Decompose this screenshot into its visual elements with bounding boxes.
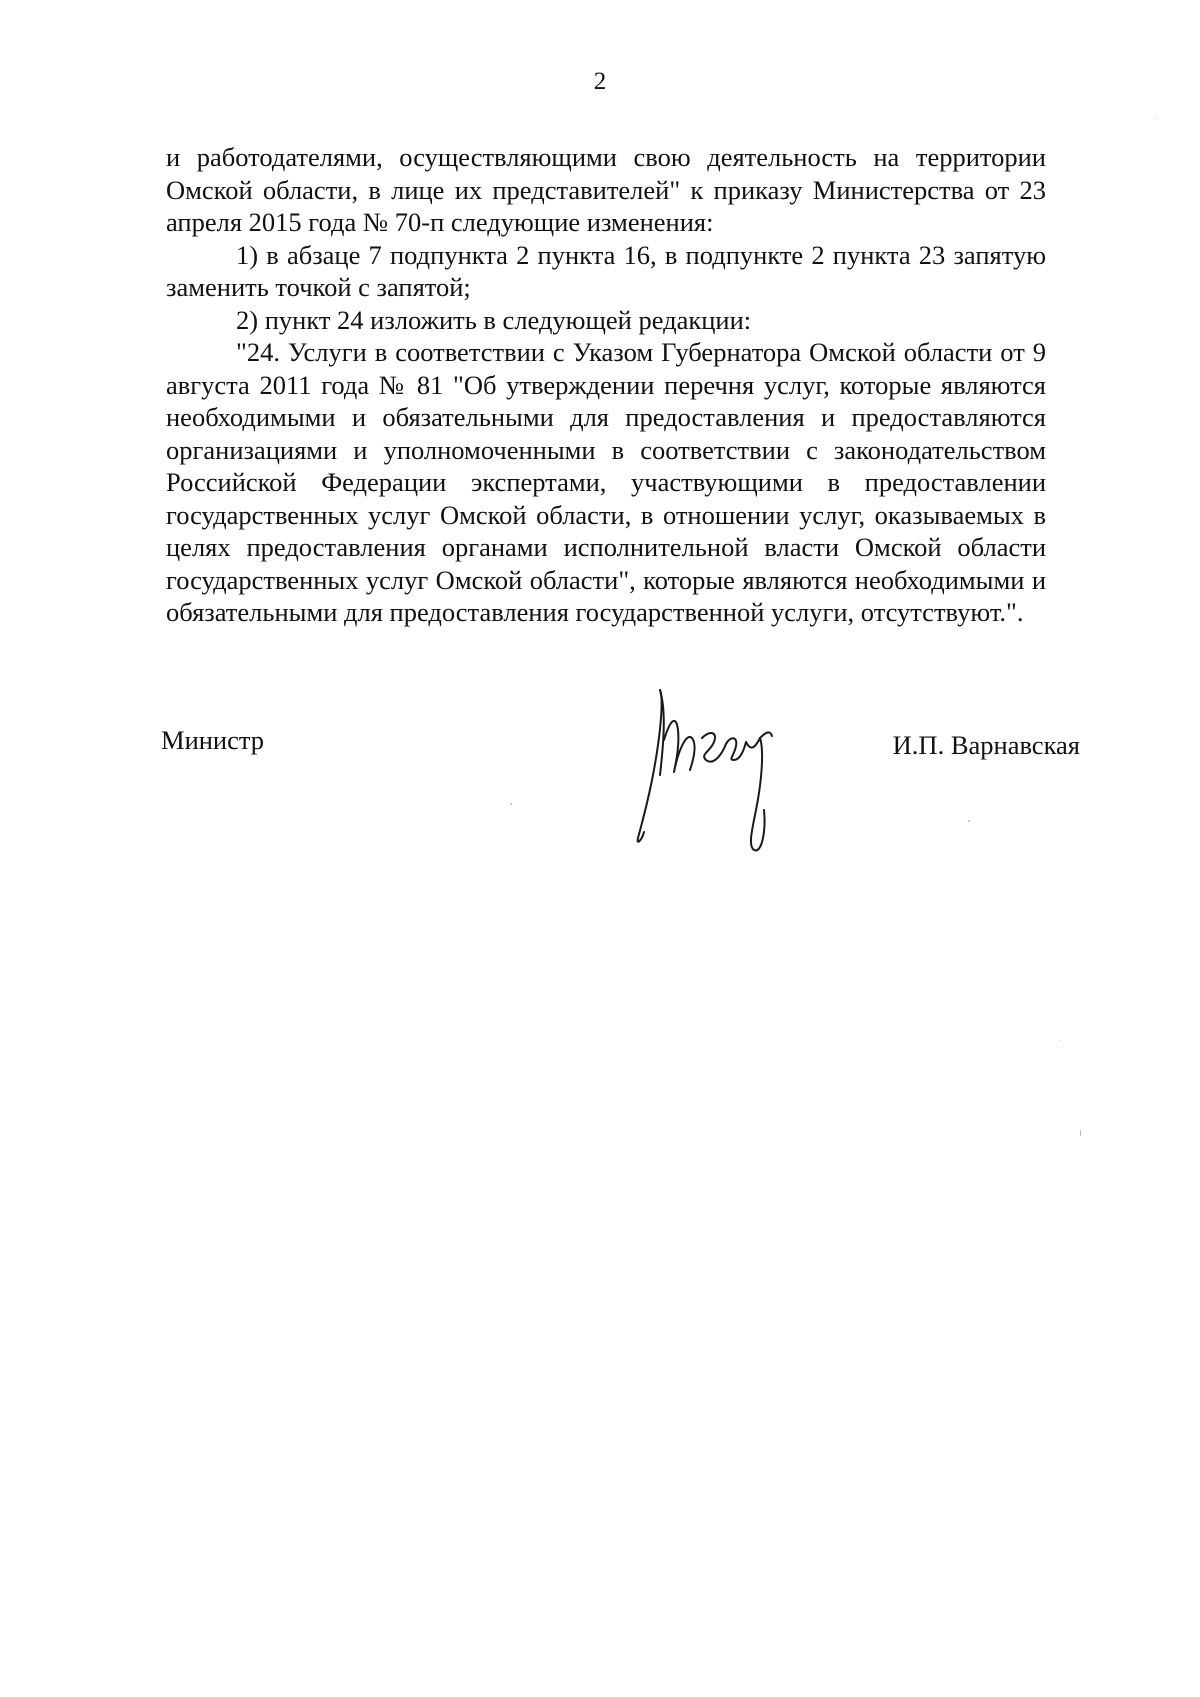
paragraph-item-1: 1) в абзаце 7 подпункта 2 пункта 16, в подпункте 2 пункта 23 запятую заменить точкой с запятой; <box>166 239 1046 302</box>
paragraph-item-24-text: "24. Услуги в соответствии с Указом Губернатора Омской области от 9 августа 2011 года № 81 "Об утверждении перечня услуг, которые являются необходимыми и обязательными для предоставления и предоставляются организациями и уполномоченными в соответствии с законодательством Российской Федерации экспертами, участвующими в предоставлении государственных услуг Омской области, в отношении услуг, оказываемых в целях предоставления органами исполнительной власти Омской области государственных услуг Омской области", которые являются необходимыми и обязательными для предоставления государственной услуги, отсутствуют.". <box>166 337 1046 627</box>
scan-speck <box>968 820 970 822</box>
scan-speck <box>510 803 512 805</box>
signatory-position: Министр <box>161 725 265 755</box>
signature-icon <box>630 680 810 870</box>
page-number: 2 <box>593 68 607 95</box>
paragraph-item-2: 2) пункт 24 изложить в следующей редакции: <box>236 304 752 335</box>
paragraph-continuation: и работодателями, осуществляющими свою деятельность на территории Омской области, в лице их представителей" к приказу Министерства от 23 апреля 2015 года № 70-п следующие изменения: <box>166 142 1046 237</box>
document-body <box>166 141 1046 629</box>
signature-block <box>0 725 1200 855</box>
scan-speck <box>1155 118 1156 119</box>
signatory-name: И.П. Варнавская <box>892 730 1080 760</box>
scan-speck <box>1080 1130 1081 1136</box>
scan-speck <box>1060 1040 1061 1041</box>
